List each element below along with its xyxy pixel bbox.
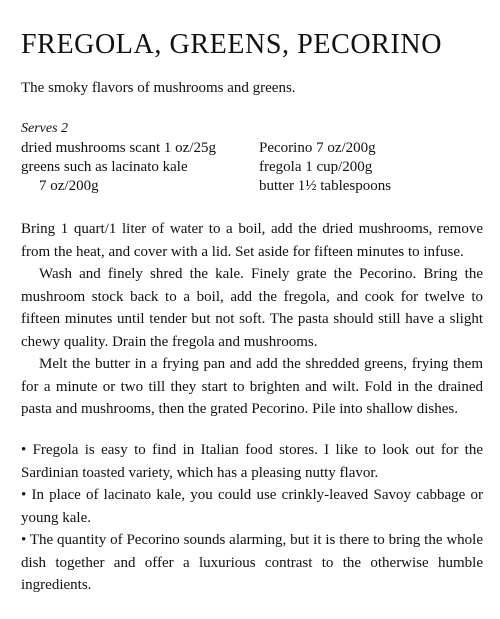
note-item: • The quantity of Pecorino sounds alarming, but it is there to bring the whole dish together and offer a luxurious contrast to the otherwise humble ingredients. xyxy=(21,532,483,593)
ingredient-item: fregola 1 cup/200g xyxy=(259,159,373,175)
notes-section xyxy=(21,439,483,597)
recipe-subtitle: The smoky flavors of mushrooms and greens. xyxy=(21,80,296,96)
method-paragraph: Bring 1 quart/1 liter of water to a boil, add the dried mushrooms, remove from the heat, and cover with a lid. Set aside for fifteen minutes to infuse. xyxy=(21,221,483,260)
serves-label: Serves 2 xyxy=(21,121,69,136)
ingredient-item: Pecorino 7 oz/200g xyxy=(259,140,376,156)
note-item: • In place of lacinato kale, you could use crinkly-leaved Savoy cabbage or young kale. xyxy=(21,487,483,526)
ingredient-item: dried mushrooms scant 1 oz/25g xyxy=(21,140,216,156)
method-paragraph: Melt the butter in a frying pan and add the shredded greens, frying them for a minute or two till they start to brighten and wilt. Fold in the drained pasta and mushrooms, then the grated Pecorino. Pile into shallow dishes. xyxy=(21,356,483,417)
method-paragraph: Wash and finely shred the kale. Finely grate the Pecorino. Bring the mushroom stock back to a boil, add the fregola, and cook for twelve to fifteen minutes until tender but not soft. The pasta should still have a slight chewy quality. Drain the fregola and mushrooms. xyxy=(21,266,483,350)
ingredient-column-left xyxy=(21,139,251,196)
ingredient-item: greens such as lacinato kale xyxy=(21,159,188,175)
ingredient-column-right xyxy=(259,139,479,196)
method-section xyxy=(21,218,483,421)
recipe-title: FREGOLA, GREENS, PECORINO xyxy=(21,29,443,60)
ingredient-item: butter 1½ tablespoons xyxy=(259,178,392,194)
note-item: • Fregola is easy to find in Italian food stores. I like to look out for the Sardinian toasted variety, which has a pleasing nutty flavor. xyxy=(21,442,483,481)
ingredient-item-quantity: 7 oz/200g xyxy=(39,178,99,194)
